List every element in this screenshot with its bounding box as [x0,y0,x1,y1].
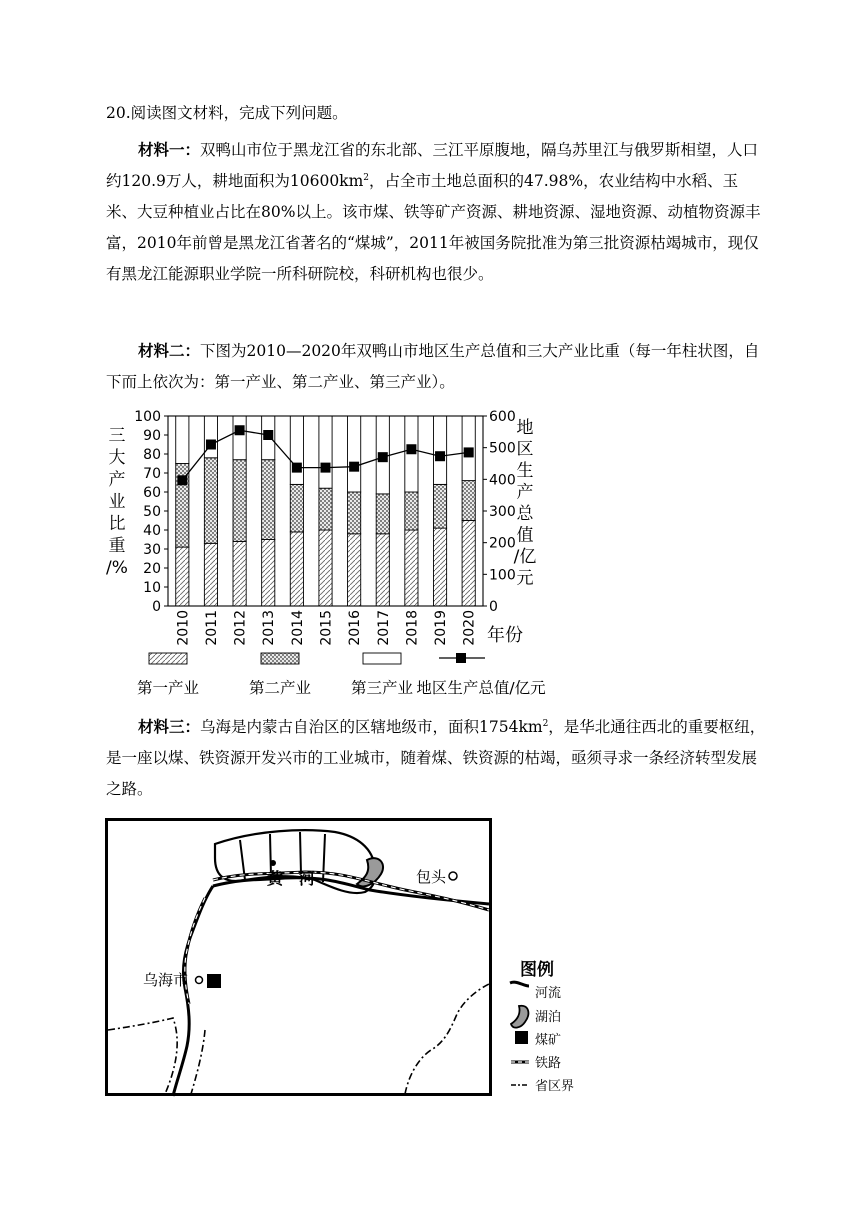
gdp-marker-2020 [464,447,474,457]
bar-2015-series-3 [319,416,332,488]
y-right-tick-label-600: 600 [489,409,516,425]
y-left-tick-label-40: 40 [143,523,161,539]
y-left-tick-label-70: 70 [143,466,161,482]
gdp-marker-2010 [177,475,187,485]
x-tick-label-2019: 2019 [433,610,450,646]
y-right-title-char-1: 地 [516,418,534,438]
map-legend [510,959,574,1094]
y-left-title-char-7: /% [106,558,128,578]
bar-2014-series-2 [290,484,303,532]
y-left-tick-label-0: 0 [152,599,161,615]
legend-railway-label: 铁路 [535,1056,562,1071]
bar-2012-series-2 [233,460,246,542]
wuhai-map [105,818,605,1100]
gdp-marker-2015 [321,463,331,473]
bar-2011-series-1 [204,543,217,606]
baotou-label: 包头 [416,868,447,886]
legend-marker-icon [456,653,466,663]
y-left-title-char-4: 业 [108,492,126,512]
yellow-river-label: 黄 河 [267,869,316,888]
y-right-tick-label-200: 200 [489,535,516,552]
material-2-label: 材料二： [138,341,201,360]
legend-label-4: 地区生产总值/亿元 [416,679,546,697]
material-3-sup: 2 [542,718,549,729]
bar-2010-series-1 [176,547,189,606]
y-left-title-char-3: 产 [108,470,126,490]
y-right-title-char-7: /亿 [513,547,537,567]
bar-2015-series-1 [319,530,332,606]
y-right-tick-label-500: 500 [489,440,516,457]
legend-swatch-3 [363,653,401,664]
x-tick-label-2014: 2014 [289,610,306,646]
bar-2013-series-1 [262,540,275,607]
bar-2012-series-1 [233,541,246,606]
bar-2014-series-3 [290,416,303,484]
coal-mine-icon [207,974,221,988]
bar-2018-series-2 [405,492,418,530]
y-right-title-char-5: 总 [516,504,534,524]
legend-title: 图例 [520,960,554,980]
legend-label-3: 第三产业 [350,679,414,697]
y-right-tick-label-300: 300 [489,504,516,520]
bar-2011-series-3 [204,416,217,458]
bar-2017-series-2 [376,494,389,534]
legend-coal-icon [515,1031,528,1044]
legend-coal-label: 煤矿 [535,1033,562,1048]
legend-label-2: 第二产业 [248,679,312,697]
material-1 [106,134,766,290]
legend-swatch-1 [149,653,187,664]
material-2-text: 下图为2010—2020年双鸭山市地区生产总值和三大产业比重（每一年柱状图，自下而上依次为：第一产业、第二产业、第三产业）。 [106,342,760,391]
bar-2015-series-2 [319,488,332,530]
gdp-marker-2013 [263,430,273,440]
x-tick-label-2011: 2011 [203,610,220,646]
material-3-label: 材料三： [138,717,201,736]
legend-label-1: 第一产业 [136,679,200,697]
bar-2016-series-3 [348,416,361,492]
bar-2010-series-3 [176,416,189,464]
bar-2012-series-3 [233,416,246,460]
x-tick-label-2012: 2012 [232,610,249,646]
province-boundary [108,984,489,1094]
bar-2013-series-2 [262,460,275,540]
y-left-title-char-5: 比 [108,514,126,534]
y-left-tick-label-30: 30 [143,542,161,558]
question-number: 20. [106,104,131,122]
legend-boundary-label: 省区界 [535,1079,575,1094]
material-1-sup: 2 [363,172,370,183]
y-right-title-char-2: 区 [516,439,534,460]
material-1-text-a: 双鸭山市位于黑龙江省的东北部、三江平原腹地，隔乌苏里江与俄罗斯相望，人口约120.9万人，耕地面积为10600km [106,141,759,190]
wuhai-marker [143,971,221,989]
y-right-tick-label-0: 0 [489,599,498,615]
y-right-title-char-8: 元 [516,568,534,589]
material-1-text-b: ，占全市土地总面积的47.98%，农业结构中水稻、玉米、大豆种植业占比在80%以上。该市煤、铁等矿产资源、耕地资源、湿地资源、动植物资源丰富，2010年前曾是黑龙江省著名的“煤城”，2011年被国务院批准为第三批资源枯竭城市，现仅有黑龙江能源职业学院一所科研院校，科研机构也很少。 [106,172,761,283]
gdp-marker-2019 [435,451,445,461]
y-left-tick-label-20: 20 [143,561,161,577]
x-tick-label-2016: 2016 [347,610,364,646]
x-tick-label-2010: 2010 [175,610,192,646]
bar-2020-series-2 [462,481,475,521]
y-right-title-char-4: 产 [516,482,534,503]
wuhai-label: 乌海市 [143,971,189,989]
legend-swatch-2 [261,653,299,664]
gdp-marker-2018 [406,444,416,454]
legend-river-label: 河流 [535,986,562,1001]
baotou-marker [416,868,457,886]
gdp-marker-2014 [292,463,302,473]
bar-2019-series-2 [433,484,446,528]
y-left-tick-label-100: 100 [134,409,161,425]
x-tick-label-2015: 2015 [318,610,335,646]
gdp-marker-2012 [235,425,245,435]
y-right-tick-label-400: 400 [489,472,516,489]
bar-2011-series-2 [204,458,217,544]
y-left-tick-label-10: 10 [143,580,161,596]
x-tick-label-2013: 2013 [261,610,278,646]
x-tick-label-2018: 2018 [404,610,421,646]
bar-2020-series-1 [462,521,475,607]
material-3-text-a: 乌海是内蒙古自治区的区辖地级市，面积1754km [200,718,543,736]
gdp-marker-2017 [378,452,388,462]
bar-2018-series-1 [405,530,418,606]
x-axis-title: 年份 [487,625,523,646]
y-left-title-char-2: 大 [108,448,126,468]
bar-2019-series-1 [433,528,446,606]
y-left-tick-label-90: 90 [143,428,161,444]
question-text: 阅读图文材料，完成下列问题。 [130,104,348,122]
bar-2017-series-1 [376,534,389,606]
gdp-marker-2016 [349,462,359,472]
y-left-tick-label-60: 60 [143,485,161,501]
y-right-title-char-3: 生 [516,461,534,481]
gdp-marker-2011 [206,440,216,450]
y-right-title-char-6: 值 [516,525,534,546]
material-3-text-b: ，是华北通往西北的重要枢纽，是一座以煤、铁资源开发兴市的工业城市，随着煤、铁资源的枯竭，亟须寻求一条经济转型发展之路。 [106,718,766,798]
y-left-title-char-6: 重 [108,536,126,556]
bar-2014-series-1 [290,532,303,606]
y-right-tick-label-100: 100 [489,567,516,584]
bar-2019-series-3 [433,416,446,484]
y-left-tick-label-80: 80 [143,447,161,463]
material-1-label: 材料一： [138,140,201,159]
legend-lake-icon [511,1006,528,1028]
y-left-tick-label-50: 50 [143,504,161,520]
material-3 [106,711,766,805]
map-frame [107,820,491,1095]
legend-lake-label: 湖泊 [535,1010,562,1025]
railway [185,872,489,1004]
material-2 [106,335,766,398]
y-left-title-char-1: 三 [108,426,126,446]
bar-2016-series-2 [348,492,361,534]
yellow-river-label-group [267,860,315,888]
gdp-industry-chart [105,405,585,705]
x-tick-label-2020: 2020 [461,610,478,646]
x-tick-label-2017: 2017 [375,610,392,646]
bar-2016-series-1 [348,534,361,606]
legend-river-icon [510,982,529,986]
question-stem [106,98,766,129]
